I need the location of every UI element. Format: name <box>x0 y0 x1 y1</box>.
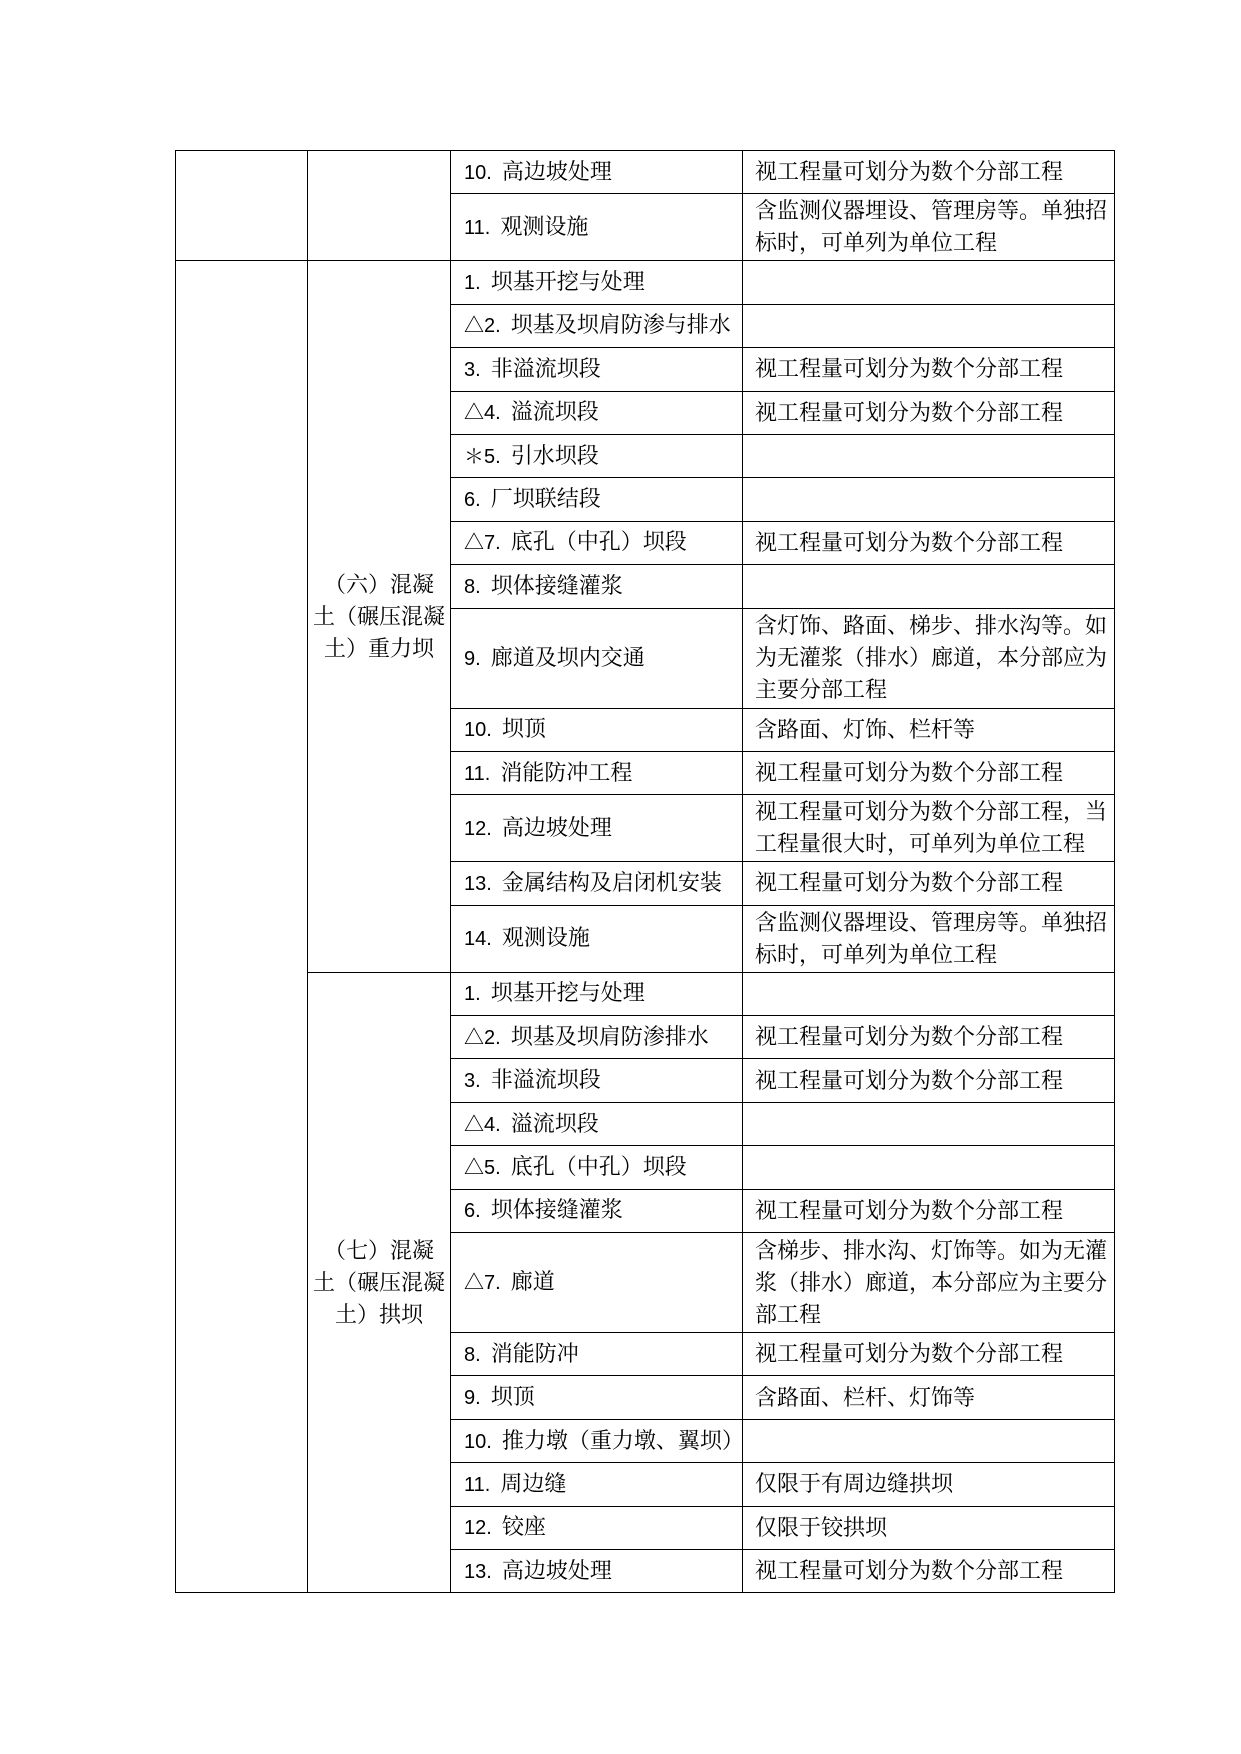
item-name: 底孔（中孔）坝段 <box>510 1153 687 1179</box>
note-cell <box>743 751 1115 794</box>
item-cell <box>451 1233 743 1333</box>
item-name: 坝体接缝灌浆 <box>490 1197 623 1223</box>
item-cell <box>451 972 743 1015</box>
item-number: 8. <box>464 1343 481 1366</box>
item-name: 观测设施 <box>501 925 590 951</box>
item-name: 铰座 <box>501 1514 546 1540</box>
note-line: 浆（排水）廊道，本分部应为主要分 <box>755 1269 1108 1295</box>
item-name: 坝基及坝肩防渗排水 <box>510 1023 709 1049</box>
item-name: 周边缝 <box>500 1470 567 1496</box>
item-name: 高边坡处理 <box>501 158 612 184</box>
note-line: 视工程量可划分为数个分部工程 <box>755 1197 1064 1223</box>
item-cell <box>451 304 743 347</box>
unit-name-cell <box>308 972 451 1593</box>
note-line: 含监测仪器埋设、管理房等。单独招 <box>755 909 1108 935</box>
item-name: 消能防冲工程 <box>500 759 633 785</box>
item-name: 坝基及坝肩防渗与排水 <box>510 312 731 338</box>
item-name: 高边坡处理 <box>501 1557 612 1583</box>
note-line: 视工程量可划分为数个分部工程 <box>755 870 1064 896</box>
item-name: 消能防冲 <box>490 1340 579 1366</box>
note-cell <box>743 905 1115 972</box>
note-cell <box>743 1233 1115 1333</box>
table-row <box>176 151 1115 194</box>
note-cell <box>743 608 1115 708</box>
item-cell <box>451 348 743 391</box>
note-line: 视工程量可划分为数个分部工程 <box>755 1067 1064 1093</box>
item-number: 14. <box>464 928 492 951</box>
note-cell <box>743 478 1115 521</box>
note-line: 仅限于有周边缝拱坝 <box>755 1471 954 1497</box>
item-name: 高边坡处理 <box>501 814 612 840</box>
item-cell <box>451 862 743 905</box>
item-number: 10. <box>464 719 492 742</box>
item-number: 3. <box>464 1070 481 1093</box>
item-name: 廊道 <box>510 1269 555 1295</box>
project-division-table <box>175 150 1115 1593</box>
note-line: 视工程量可划分为数个分部工程 <box>755 356 1064 382</box>
item-number: △2. <box>464 315 501 338</box>
note-line: 视工程量可划分为数个分部工程 <box>755 529 1064 555</box>
note-line: 含监测仪器埋设、管理房等。单独招 <box>755 198 1108 224</box>
item-number: 10. <box>464 1430 492 1453</box>
note-line: 标时，可单列为单位工程 <box>755 230 998 256</box>
note-cell <box>743 348 1115 391</box>
item-cell <box>451 1016 743 1059</box>
item-number: 13. <box>464 1560 492 1583</box>
note-line: 部工程 <box>755 1301 822 1327</box>
item-cell <box>451 751 743 794</box>
note-line: 视工程量可划分为数个分部工程 <box>755 159 1064 185</box>
unit-name-cell <box>308 261 451 972</box>
category-cell <box>176 261 308 1593</box>
table-row <box>176 261 1115 304</box>
note-cell <box>743 1102 1115 1145</box>
table-row <box>176 972 1115 1015</box>
item-number: 12. <box>464 1517 492 1540</box>
item-cell <box>451 1463 743 1506</box>
note-cell <box>743 1146 1115 1189</box>
item-cell <box>451 1146 743 1189</box>
category-cell <box>176 151 308 261</box>
item-cell <box>451 1376 743 1419</box>
table-body <box>176 151 1115 1593</box>
item-cell <box>451 1189 743 1232</box>
item-number: △7. <box>464 532 501 555</box>
item-number: △2. <box>464 1026 501 1049</box>
item-number: 10. <box>464 161 492 184</box>
item-name: 溢流坝段 <box>510 399 599 425</box>
note-line: 仅限于铰拱坝 <box>755 1514 888 1540</box>
note-line: 主要分部工程 <box>755 677 888 703</box>
note-cell <box>743 1189 1115 1232</box>
note-cell <box>743 565 1115 608</box>
note-line: 含路面、栏杆、灯饰等 <box>755 1384 976 1410</box>
item-number: 13. <box>464 872 492 895</box>
item-number: △7. <box>464 1272 501 1295</box>
item-number: 6. <box>464 1200 481 1223</box>
item-name: 廊道及坝内交通 <box>490 644 645 670</box>
unit-name-line: 土）拱坝 <box>334 1301 423 1327</box>
item-number: 1. <box>464 983 481 1006</box>
item-cell <box>451 478 743 521</box>
item-name: 坝基开挖与处理 <box>490 980 645 1006</box>
item-cell <box>451 1549 743 1592</box>
item-number: △4. <box>464 402 501 425</box>
item-name: 溢流坝段 <box>510 1110 599 1136</box>
unit-name-line: 土）重力坝 <box>323 635 434 661</box>
item-cell <box>451 708 743 751</box>
item-name: 观测设施 <box>500 213 589 239</box>
unit-name-line: 土（碾压混凝 <box>312 1269 445 1295</box>
note-line: 视工程量可划分为数个分部工程 <box>755 399 1064 425</box>
note-cell <box>743 391 1115 434</box>
item-cell <box>451 1059 743 1102</box>
item-name: 底孔（中孔）坝段 <box>510 529 687 555</box>
item-name: 坝体接缝灌浆 <box>490 572 623 598</box>
note-cell <box>743 862 1115 905</box>
item-name: 推力墩（重力墩、翼坝） <box>501 1427 744 1453</box>
note-cell <box>743 1059 1115 1102</box>
note-line: 为无灌浆（排水）廊道，本分部应为 <box>755 645 1108 671</box>
note-cell <box>743 1419 1115 1462</box>
item-number: 11. <box>464 762 491 785</box>
note-line: 视工程量可划分为数个分部工程 <box>755 1558 1064 1584</box>
note-cell <box>743 795 1115 862</box>
item-number: △5. <box>464 1156 501 1179</box>
note-line: 视工程量可划分为数个分部工程，当 <box>755 799 1108 825</box>
note-cell <box>743 708 1115 751</box>
note-cell <box>743 1506 1115 1549</box>
item-number: ＊5. <box>464 445 501 468</box>
unit-name-line: （七）混凝 <box>323 1237 434 1263</box>
note-line: 标时，可单列为单位工程 <box>755 941 998 967</box>
note-line: 含路面、灯饰、栏杆等 <box>755 716 976 742</box>
item-cell <box>451 261 743 304</box>
note-line: 含梯步、排水沟、灯饰等。如为无灌 <box>755 1237 1108 1263</box>
item-name: 引水坝段 <box>510 442 599 468</box>
item-number: 9. <box>464 647 481 670</box>
unit-name-cell <box>308 151 451 261</box>
note-cell <box>743 194 1115 261</box>
item-number: 11. <box>464 1473 491 1496</box>
note-cell <box>743 304 1115 347</box>
note-cell <box>743 1333 1115 1376</box>
item-cell <box>451 434 743 477</box>
note-cell <box>743 1549 1115 1592</box>
note-cell <box>743 521 1115 564</box>
note-line: 视工程量可划分为数个分部工程 <box>755 1024 1064 1050</box>
item-number: 8. <box>464 575 481 598</box>
note-cell <box>743 1016 1115 1059</box>
item-cell <box>451 1419 743 1462</box>
item-cell <box>451 194 743 261</box>
item-number: △4. <box>464 1113 501 1136</box>
item-number: 11. <box>464 216 491 239</box>
item-cell <box>451 565 743 608</box>
item-cell <box>451 905 743 972</box>
item-name: 非溢流坝段 <box>490 355 601 381</box>
item-cell <box>451 608 743 708</box>
item-number: 9. <box>464 1387 481 1410</box>
item-name: 坝基开挖与处理 <box>490 269 645 295</box>
item-name: 厂坝联结段 <box>490 486 601 512</box>
item-number: 6. <box>464 489 481 512</box>
item-name: 金属结构及启闭机安装 <box>501 869 722 895</box>
note-cell <box>743 261 1115 304</box>
note-cell <box>743 972 1115 1015</box>
item-cell <box>451 521 743 564</box>
item-number: 1. <box>464 272 481 295</box>
unit-name-line: （六）混凝 <box>323 571 434 597</box>
item-number: 3. <box>464 358 481 381</box>
note-line: 视工程量可划分为数个分部工程 <box>755 760 1064 786</box>
note-cell <box>743 434 1115 477</box>
note-line: 含灯饰、路面、梯步、排水沟等。如 <box>755 613 1108 639</box>
note-line: 工程量很大时，可单列为单位工程 <box>755 831 1086 857</box>
note-cell <box>743 1463 1115 1506</box>
item-cell <box>451 1102 743 1145</box>
note-line: 视工程量可划分为数个分部工程 <box>755 1341 1064 1367</box>
item-cell <box>451 151 743 194</box>
item-name: 坝顶 <box>501 716 546 742</box>
item-cell <box>451 795 743 862</box>
item-number: 12. <box>464 817 492 840</box>
item-cell <box>451 1333 743 1376</box>
note-cell <box>743 1376 1115 1419</box>
item-cell <box>451 391 743 434</box>
unit-name-line: 土（碾压混凝 <box>312 603 445 629</box>
item-name: 坝顶 <box>490 1384 535 1410</box>
item-name: 非溢流坝段 <box>490 1067 601 1093</box>
note-cell <box>743 151 1115 194</box>
item-cell <box>451 1506 743 1549</box>
